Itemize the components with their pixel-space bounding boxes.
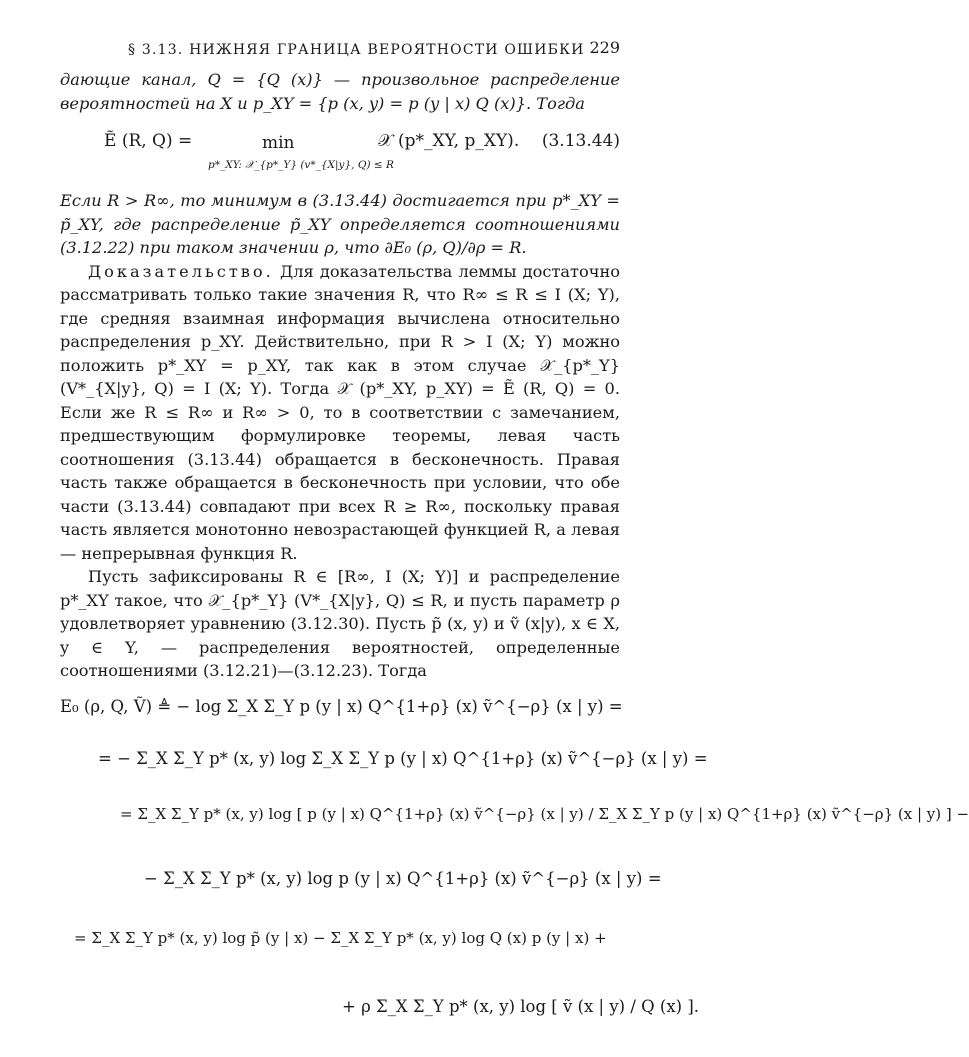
proof-heading: Доказательство. [88, 261, 274, 281]
equation-number: (3.13.44) [541, 131, 620, 151]
equation-3-13-44 [60, 123, 620, 185]
paragraph-intro [60, 68, 620, 115]
derivation-block [60, 696, 969, 1057]
equation-rhs: 𝒳 (p*_XY, p_XY). [378, 131, 520, 151]
equation-min-constraint: p*_XY: 𝒳_{p*_Y} (v*_{X|y}, Q) ≤ R [208, 159, 394, 171]
paragraph-setup-text: Пусть зафиксированы R ∈ [R∞, I (X; Y)] и распределение p*_XY такое, что 𝒳_{p*_Y} (V*_{X|y}, Q) ≤ R, и пусть параметр ρ удовлетворяет уравнению (3.12.30). Пусть p̃ (x, y) и ṽ (x|y), x ∈ X, y ∈ Y, — распределения вероятностей, определенные соотношениями (3.12.21)—(3.12.23). Тогда [60, 567, 620, 680]
page-number: 229 [589, 38, 620, 57]
paragraph-lemma-condition-text: Если R > R∞, то минимум в (3.13.44) достигается при p*_XY = p̃_XY, где распределение p̃_XY определяется соотношениями (3.12.22) при таком значении ρ, что ∂E₀ (ρ, Q)/∂ρ = R. [60, 191, 620, 257]
paragraph-intro-text: дающие канал, Q = {Q (x)} — произвольное распределение вероятностей на X и p_XY = {p (x, y) = p (y | x) Q (x)}. Тогда [60, 70, 620, 113]
derivation-line-3: = Σ_X Σ_Y p* (x, y) log [ p (y | x) Q^{1+ρ} (x) ṽ^{−ρ} (x | y) / Σ_X Σ_Y p (y | x) Q^{1+ρ} (x) ṽ^{−ρ} (x | y) ] − [120, 804, 969, 823]
derivation-line-5: = Σ_X Σ_Y p* (x, y) log p̃ (y | x) − Σ_X Σ_Y p* (x, y) log Q (x) p (y | x) + [74, 928, 607, 947]
equation-lhs: Ẽ (R, Q) = [104, 131, 193, 151]
paragraph-setup [60, 565, 620, 683]
book-page [60, 38, 969, 1057]
equation-min-operator: min [262, 133, 295, 153]
paragraph-proof [60, 260, 620, 566]
derivation-line-1: E₀ (ρ, Q, Ṽ) ≜ − log Σ_X Σ_Y p (y | x) Q^{1+ρ} (x) ṽ^{−ρ} (x | y) = [60, 696, 623, 716]
derivation-line-2: = − Σ_X Σ_Y p* (x, y) log Σ_X Σ_Y p (y | x) Q^{1+ρ} (x) ṽ^{−ρ} (x | y) = [98, 748, 708, 768]
running-header [60, 38, 620, 68]
section-title: § 3.13. НИЖНЯЯ ГРАНИЦА ВЕРОЯТНОСТИ ОШИБКИ [128, 42, 585, 58]
derivation-line-6: + ρ Σ_X Σ_Y p* (x, y) log [ ṽ (x | y) / Q (x) ]. [342, 996, 700, 1016]
derivation-line-4: − Σ_X Σ_Y p* (x, y) log p (y | x) Q^{1+ρ} (x) ṽ^{−ρ} (x | y) = [144, 868, 662, 888]
paragraph-lemma-condition [60, 189, 620, 260]
paragraph-proof-text: Для доказательства леммы достаточно рассматривать только такие значения R, что R∞ ≤ R ≤ I (X; Y), где средняя взаимная информация вычислена относительно распределения p_XY. Действительно, при R > I (X; Y) можно положить p*_XY = p_XY, так как в этом случае 𝒳_{p*_Y} (V*_{X|y}, Q) = I (X; Y). Тогда 𝒳 (p*_XY, p_XY) = Ẽ (R, Q) = 0. Если же R ≤ R∞ и R∞ > 0, то в соответствии с замечанием, предшествующим формулировке теоремы, левая часть соотношения (3.13.44) обращается в бесконечность. Правая часть также обращается в бесконечность при условии, что обе части (3.13.44) совпадают при всех R ≥ R∞, поскольку правая часть является монотонно невозрастающей функцией R, а левая — непрерывная функция R. [60, 261, 620, 563]
